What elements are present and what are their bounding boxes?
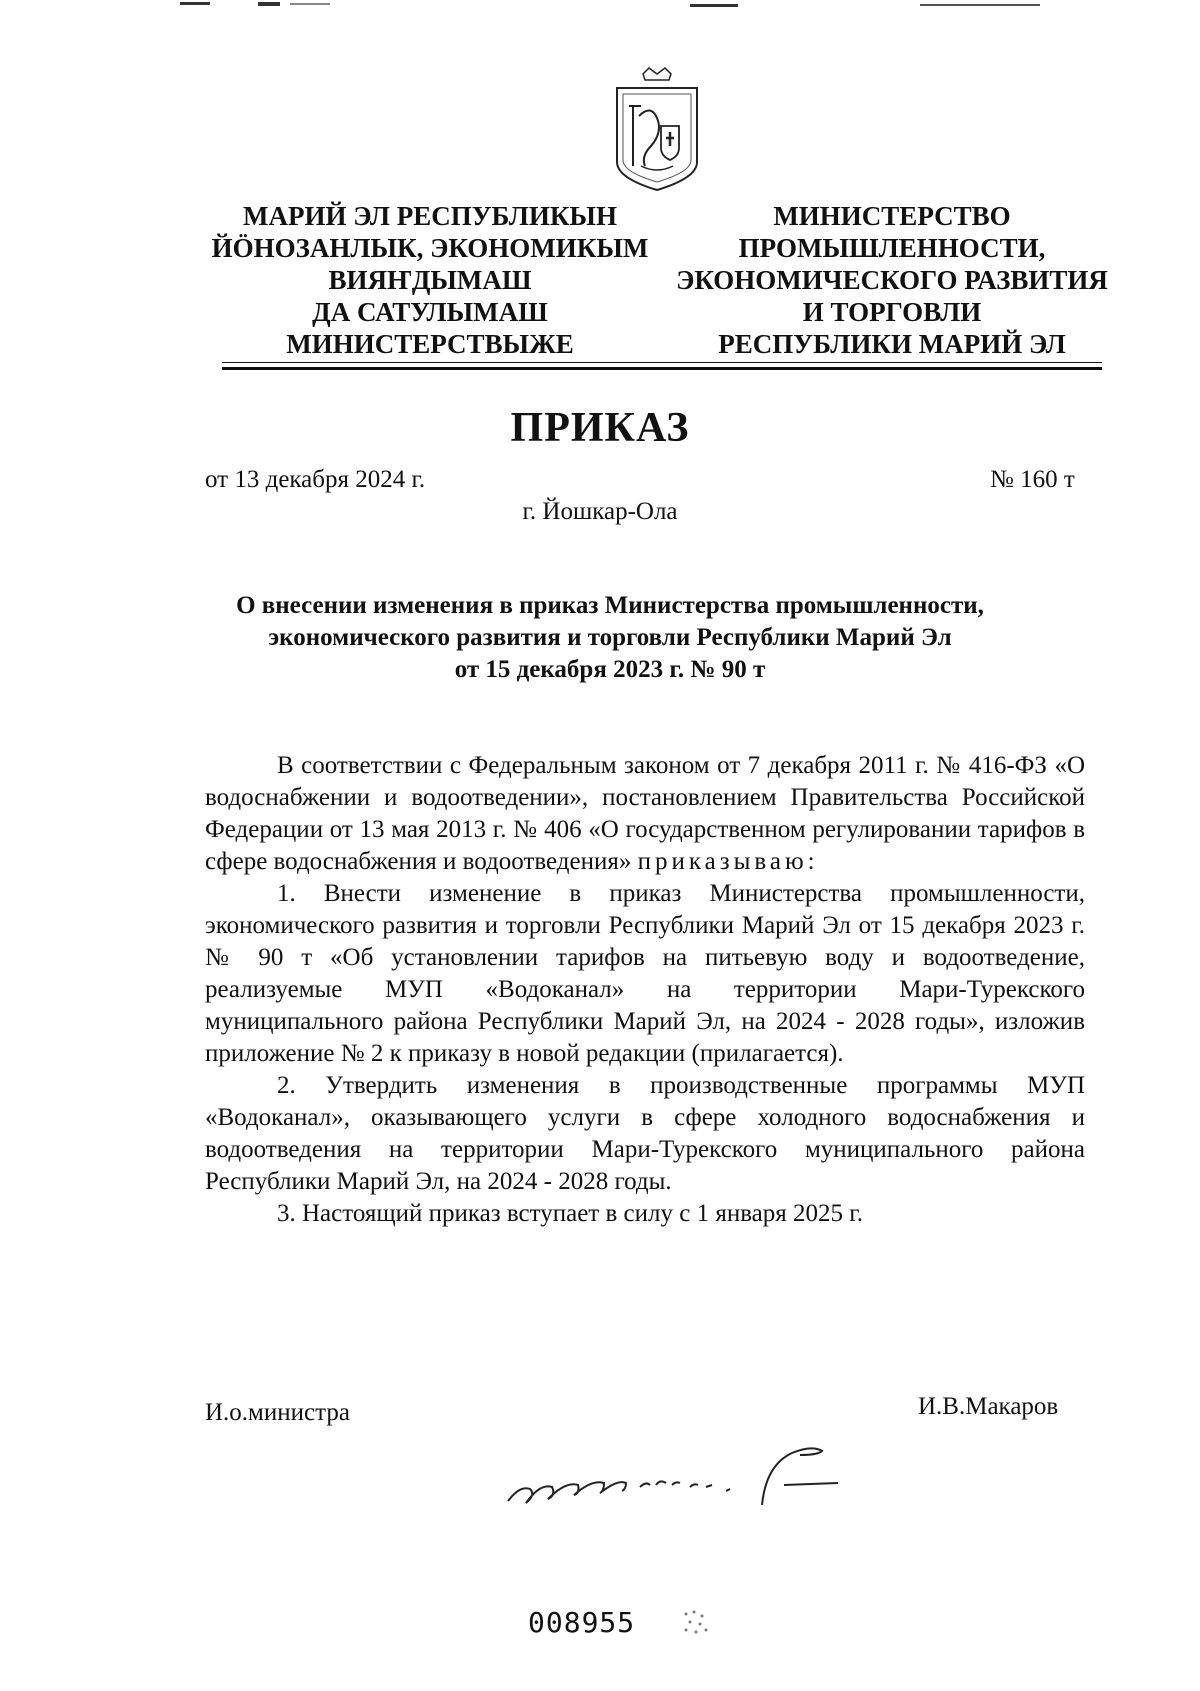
header-left-line: ЙӦНОЗАНЛЫК, ЭКОНОМИКЫМ	[211, 233, 649, 263]
signatory-name: И.В.Макаров	[918, 1393, 1059, 1420]
header-left-marian	[210, 200, 650, 360]
handwritten-signature	[500, 1425, 880, 1515]
header-right-line: И ТОРГОВЛИ	[802, 297, 982, 327]
scan-artifacts	[0, 0, 1200, 12]
body-intro-paragraph	[205, 750, 1085, 878]
header-left-line: ДА САТУЛЫМАШ	[312, 297, 548, 327]
stamp-mark-icon	[680, 1608, 710, 1636]
document-serial-number: 008955	[528, 1606, 636, 1639]
body-item-1: 1. Внести изменение в приказ Министерства промышленности, экономического развития и торговли Республики Марий Эл от 15 декабря 2023 г. № 90 т «Об установлении тарифов на питьевую воду и водоотведение, реализуемые МУП «Водоканал» на территории Мари-Турекского муниципального района Республики Марий Эл, на 2024 - 2028 годы», изложив приложение № 2 к приказу в новой редакции (прилагается).	[205, 880, 1085, 1067]
header-right-russian	[672, 200, 1112, 360]
header-divider-thin	[222, 362, 1102, 363]
header-left-line: МАРИЙ ЭЛ РЕСПУБЛИКЫН	[243, 201, 617, 231]
header-left-line: ВИЯҤДЫМАШ	[328, 265, 532, 295]
subject-line: О внесении изменения в приказ Министерства промышленности,	[236, 592, 984, 619]
header-divider-thick	[222, 367, 1102, 370]
order-number: № 160 т	[990, 466, 1075, 493]
order-date: от 13 декабря 2024 г.	[205, 466, 426, 493]
subject-line: экономического развития и торговли Республики Марий Эл	[268, 624, 952, 651]
order-city: г. Йошкар-Ола	[522, 498, 678, 525]
header-right-line: ПРОМЫШЛЕННОСТИ,	[738, 233, 1046, 263]
order-word: приказываю:	[637, 848, 819, 875]
body-item-2: 2. Утвердить изменения в производственные программы МУП «Водоканал», оказывающего услуги в сфере холодного водоснабжения и водоотведения на территории Мари-Турекского муниципального района Республики Марий Эл, на 2024 - 2028 годы.	[205, 1072, 1085, 1195]
coat-of-arms-emblem	[611, 66, 703, 196]
order-subject	[160, 590, 1060, 686]
signatory-role: И.о.министра	[205, 1399, 350, 1426]
subject-line: от 15 декабря 2023 г. № 90 т	[454, 656, 766, 683]
header-left-line: МИНИСТЕРСТВЫЖЕ	[286, 329, 574, 359]
header-right-line: РЕСПУБЛИКИ МАРИЙ ЭЛ	[718, 329, 1066, 359]
order-body	[205, 750, 1085, 1230]
body-intro-text: В соответствии с Федеральным законом от 7 декабря 2011 г. № 416-ФЗ «О водоснабжении и водоотведении», постановлением Правительства Российской Федерации от 13 мая 2013 г. № 406 «О государственном регулировании тарифов в сфере водоснабжения и водоотведения»	[205, 752, 1085, 875]
document-title: ПРИКАЗ	[510, 405, 690, 451]
header-right-line: ЭКОНОМИЧЕСКОГО РАЗВИТИЯ	[676, 265, 1108, 295]
header-right-line: МИНИСТЕРСТВО	[773, 201, 1011, 231]
body-item-3: 3. Настоящий приказ вступает в силу с 1 января 2025 г.	[277, 1200, 863, 1227]
